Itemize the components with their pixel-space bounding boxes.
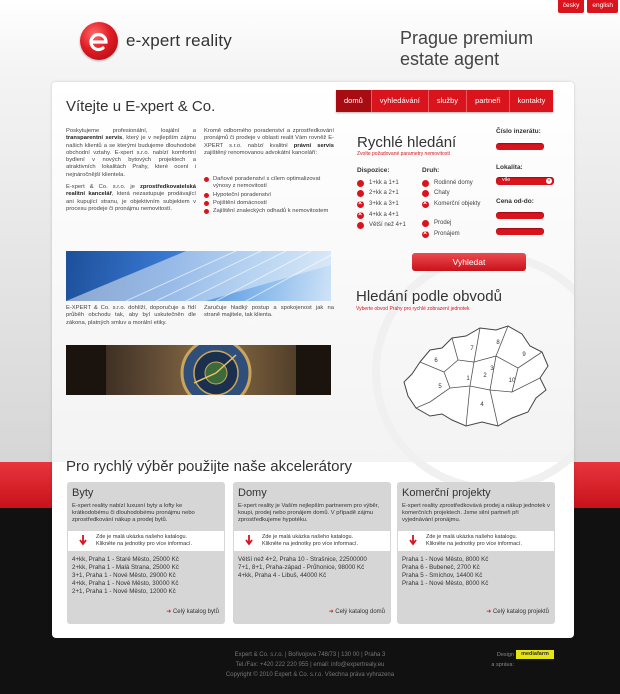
- catalog-note: Zde je malá ukázka našeho katalogu. Klikněte na jednotky pro více informací.: [234, 531, 390, 551]
- radio-icon: [422, 190, 429, 197]
- district-label-9[interactable]: 9: [522, 352, 526, 358]
- list-item[interactable]: 2+kk, Praha 1 - Malá Strana, 25000 Kč: [72, 564, 179, 571]
- logo-icon[interactable]: [80, 22, 118, 60]
- district-label-5[interactable]: 5: [438, 384, 442, 390]
- locality-select[interactable]: vile ×: [496, 177, 554, 185]
- nav-services[interactable]: služby: [429, 90, 467, 112]
- accelerators-title: Pro rychlý výběr použijte naše akcelerátory: [66, 458, 352, 475]
- list-item[interactable]: 4+kk, Praha 1 - Nové Město, 30000 Kč: [72, 580, 179, 587]
- tagline: [400, 28, 600, 70]
- design-credit: Design a správa:: [491, 652, 514, 668]
- listing-list: [72, 556, 220, 596]
- accelerator-card-flats: [67, 482, 225, 624]
- disposition-option[interactable]: × 4+kk a 4+1: [357, 212, 399, 220]
- radio-icon: [422, 180, 429, 187]
- list-item: Hypoteční poradenství: [204, 192, 334, 199]
- listing-list: [238, 556, 386, 580]
- type-label: Druh:: [422, 167, 440, 174]
- logo-text[interactable]: e-xpert reality: [126, 31, 232, 50]
- list-item[interactable]: Praha 5 - Smíchov, 14400 Kč: [402, 572, 483, 579]
- card-description: E-xpert reality nabízí luxusní byty a lofty ke krátkodobému či dlouhodobému pronájmu nebo zprostředkování nákup a prodej bytů.: [72, 503, 195, 523]
- checked-icon: [357, 212, 364, 219]
- card-description: E-xpert reality zprostředkovává prodej a nákup jednotek v komerčních projektech. Jsme silní partneři při vyjednávání pronájmu.: [402, 503, 550, 523]
- nav-search[interactable]: vyhledávání: [372, 90, 429, 112]
- district-search-title: Hledání podle obvodů: [356, 288, 502, 305]
- list-item[interactable]: 4+kk, Praha 4 - Libuš, 44000 Kč: [238, 572, 327, 579]
- district-label-10[interactable]: 10: [508, 378, 516, 384]
- price-label: Cena od-do:: [496, 198, 534, 205]
- welcome-paragraph-1: Poskytujeme profesionální, loajální a transparentní servis, který je v nejlepším zájmu našich klientů a se kterými budujeme dlouhodobé obchodní vztahy. E-xpert s.r.o. nabízí komfortní bydlení v nových bytových projektech a atraktivních lokalitách Prahy, které ocení i nejnáročnější klientela. E-xpert & Co. s.r.o. je zprostředkovatelská realitní kancelář, která nezastupuje prodávající ani kupující stranu, je objektivním subjektem v procesu prodeje či pronájmu nemovitostí.: [66, 128, 196, 212]
- quick-search-subtitle: Zvolte požadované parametry nemovitosti: [357, 151, 450, 157]
- district-label-8[interactable]: 8: [496, 340, 500, 346]
- language-switcher: [558, 0, 618, 13]
- list-item[interactable]: Praha 1 - Nové Město, 8000 Kč: [402, 556, 489, 563]
- card-title[interactable]: Komerční projekty: [402, 487, 491, 499]
- listing-number-input[interactable]: [496, 143, 544, 150]
- full-catalog-link[interactable]: ➜ Celý katalog projektů: [486, 609, 549, 617]
- footer-contact: Tel./Fax: +420 222 220 955 | email: info@expertrealy.eu: [235, 662, 385, 668]
- catalog-note: Zde je malá ukázka našeho katalogu. Klikněte na jednotky pro více informací.: [398, 531, 554, 551]
- search-button[interactable]: Vyhledat: [412, 253, 526, 271]
- checked-icon: [422, 201, 429, 208]
- type-option[interactable]: Rodinné domy: [422, 180, 473, 188]
- nav-contacts[interactable]: kontakty: [517, 96, 546, 105]
- welcome-title: Vítejte u E-xpert & Co.: [66, 98, 216, 115]
- full-catalog-link[interactable]: ➜ Celý katalog bytů: [166, 609, 219, 617]
- radio-icon: [357, 190, 364, 197]
- list-item: Daňové poradenství s cílem optimalizovat výnosy z nemovitostí: [204, 176, 334, 191]
- accelerator-card-commercial: [397, 482, 555, 624]
- welcome-paragraph-3: E-XPERT & Co. s.r.o. dohlíží, doporučuje a řídí průběh obchodu tak, aby byl uskutečněn dle zákona, platných smluv a morální etiky.: [66, 305, 196, 326]
- arrow-down-icon: [409, 535, 417, 546]
- radio-icon: [357, 180, 364, 187]
- district-label-7[interactable]: 7: [470, 346, 474, 352]
- type-option[interactable]: × Komerční objekty: [422, 201, 480, 209]
- listing-list: [402, 556, 550, 588]
- locality-label: Lokalita:: [496, 164, 523, 171]
- clear-icon[interactable]: ×: [547, 178, 551, 184]
- welcome-paragraph-2: Kromě odborného poradenství a zprostředkování pronájmů či prodeje v oblasti realit Vám rovněž E-XPERT s.r.o. nabízí kvalitní právní servis zajištěný renomovanou advokátní kanceláří:: [204, 128, 334, 156]
- transaction-option[interactable]: Prodej: [422, 220, 451, 228]
- district-label-2[interactable]: 2: [483, 373, 487, 379]
- mediafarm-logo[interactable]: mediafarm: [516, 650, 554, 659]
- district-label-1[interactable]: 1: [466, 376, 470, 382]
- checked-icon: [357, 201, 364, 208]
- list-item[interactable]: 7+1, 8+1, Praha-západ - Průhonice, 98000 Kč: [238, 564, 365, 571]
- disposition-option[interactable]: Větší než 4+1: [357, 222, 406, 230]
- list-item: Zajištění znaleckých odhadů k nemovitostem: [204, 208, 334, 215]
- list-item: Pojištění domácností: [204, 200, 334, 207]
- footer-copyright: Copyright © 2010 Expert & Co. s.r.o. Všechna práva vyhrazena: [225, 672, 395, 678]
- district-label-3[interactable]: 3: [490, 366, 494, 372]
- welcome-paragraph-4: Zaručuje hladký postup a spokojenost jak na straně majitele, tak klienta.: [204, 305, 334, 319]
- quick-search-title: Rychlé hledání: [357, 134, 457, 151]
- checked-icon: [422, 231, 429, 238]
- disposition-label: Dispozice:: [357, 167, 390, 174]
- price-to-input[interactable]: [496, 228, 544, 235]
- card-description: E-xpert reality je Vaším nejlepším partnerem pro výběr, koupi, prodej nebo pronájem domů. V případě zájmu zprostředkujeme hypotéku.: [238, 503, 380, 523]
- district-search-subtitle: Vyberte obvod Prahy pro rychlé zobrazení jednotek: [356, 306, 470, 312]
- district-label-6[interactable]: 6: [434, 358, 438, 364]
- prague-districts-map[interactable]: [400, 322, 552, 430]
- services-list: [204, 176, 334, 216]
- price-from-input[interactable]: [496, 212, 544, 219]
- footer-address: Expert & Co. s.r.o. | Bořivojova 748/73 | 130 00 | Praha 3: [234, 652, 386, 658]
- tagline-line1: Prague premium: [400, 28, 534, 48]
- nav-home[interactable]: domů: [336, 90, 372, 112]
- disposition-option[interactable]: 1+kk a 1+1: [357, 180, 399, 188]
- transaction-option[interactable]: × Pronájem: [422, 231, 460, 239]
- list-item[interactable]: 3+1, Praha 1 - Nové Město, 29000 Kč: [72, 572, 176, 579]
- full-catalog-link[interactable]: ➜ Celý katalog domů: [329, 609, 385, 617]
- radio-icon: [422, 220, 429, 227]
- radio-icon: [357, 222, 364, 229]
- main-nav: [336, 90, 553, 112]
- accelerator-card-houses: [233, 482, 391, 624]
- list-item[interactable]: Praha 6 - Bubeneč, 2700 Kč: [402, 564, 480, 571]
- astronomical-clock-photo: [66, 345, 331, 395]
- listing-number-label: Číslo inzerátu:: [496, 128, 541, 135]
- district-label-4[interactable]: 4: [480, 402, 484, 408]
- nav-partners[interactable]: partneři: [467, 90, 509, 112]
- list-item[interactable]: Praha 1 - Nové Město, 8000 Kč: [402, 580, 489, 587]
- disposition-option[interactable]: 2+kk a 2+1: [357, 190, 399, 198]
- arrow-down-icon: [79, 535, 87, 546]
- tagline-line2: estate agent: [400, 49, 500, 69]
- list-item[interactable]: Větší než 4+2, Praha 10 - Strašnice, 22500000: [238, 556, 367, 563]
- catalog-note: Zde je malá ukázka našeho katalogu. Klikněte na jednotky pro více informací.: [68, 531, 224, 551]
- lang-english[interactable]: english: [587, 0, 618, 13]
- list-item[interactable]: 2+1, Praha 1 - Nové Město, 12000 Kč: [72, 588, 176, 595]
- list-item[interactable]: 4+kk, Praha 1 - Staré Město, 25000 Kč: [72, 556, 179, 563]
- lang-czech[interactable]: česky: [558, 0, 585, 13]
- type-option[interactable]: Chaty: [422, 190, 450, 198]
- card-title[interactable]: Domy: [238, 487, 267, 499]
- building-photo: [66, 251, 331, 301]
- arrow-down-icon: [245, 535, 253, 546]
- card-title[interactable]: Byty: [72, 487, 94, 499]
- disposition-option[interactable]: × 3+kk a 3+1: [357, 201, 399, 209]
